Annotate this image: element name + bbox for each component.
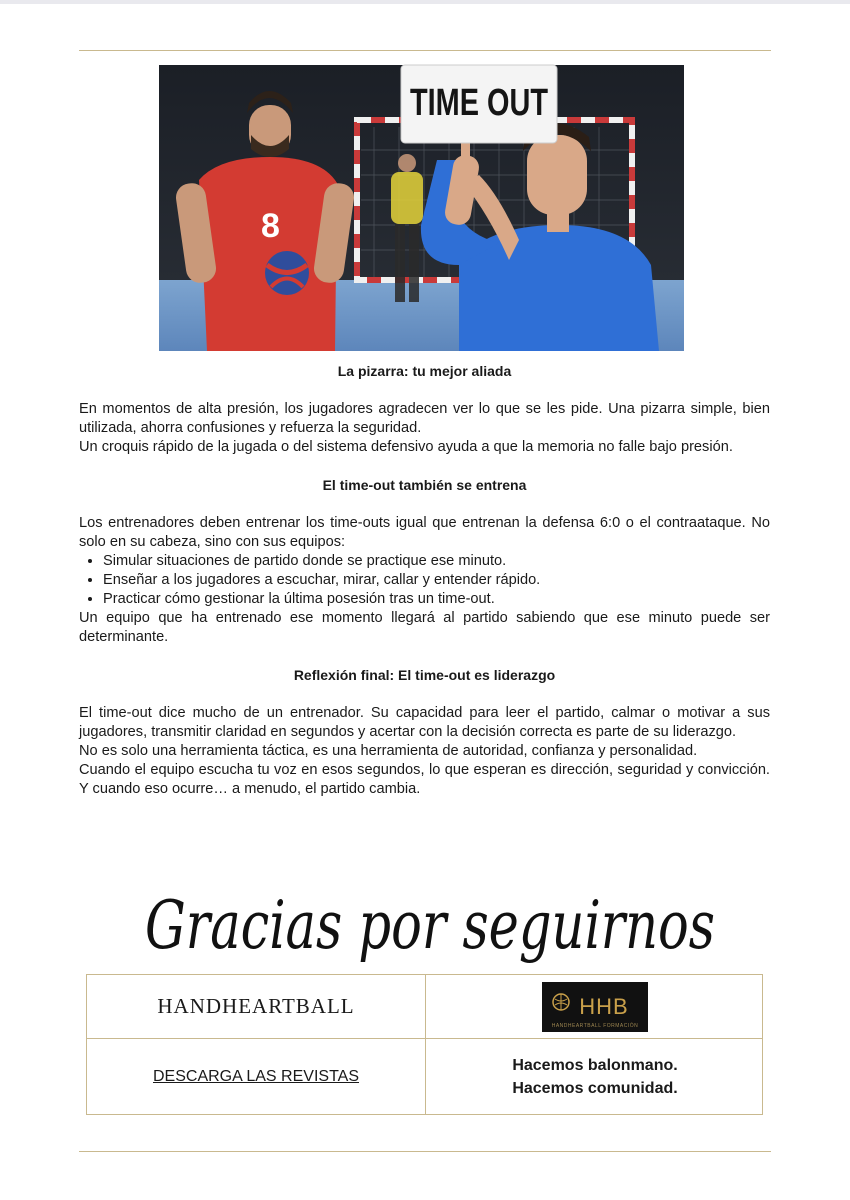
thanks-script-title — [130, 850, 730, 990]
brand-name: HANDHEARTBALL — [157, 994, 355, 1018]
photo-illustration — [159, 65, 684, 351]
list-item: • Practicar cómo gestionar la última posesión tras un time-out. — [103, 590, 770, 609]
script-title-text: Gracias por seguirnos — [145, 887, 715, 964]
logo-cell — [426, 975, 764, 1038]
paragraph-reflexion-3: Cuando el equipo escucha tu voz en esos segundos, lo que esperan es dirección, seguridad y convicción. Y cuando eso ocurre… a menudo, el partido cambia. — [79, 762, 770, 797]
logo-subtitle: HANDHEARTBALL FORMACIÓN — [551, 1022, 639, 1029]
logo-text: HHB — [579, 993, 629, 1019]
slogan-line-2: Hacemos comunidad. — [512, 1080, 678, 1097]
slogan-cell — [426, 1039, 764, 1115]
paragraph-reflexion-2: No es solo una herramienta táctica, es una herramienta de autoridad, confianza y personalidad. — [79, 743, 698, 759]
handball-icon — [552, 993, 570, 1011]
download-magazines-link[interactable]: DESCARGA LAS REVISTAS — [153, 1068, 359, 1085]
heading-reflexion: Reflexión final: El time-out es liderazgo — [293, 667, 556, 683]
list-item: • Simular situaciones de partido donde se practique ese minuto. — [103, 552, 770, 571]
hhb-logo — [542, 982, 648, 1032]
paragraph-pizarra-2: Un croquis rápido de la jugada o del sistema defensivo ayuda a que la memoria no falle bajo presión. — [79, 439, 733, 455]
paragraph-entrena-2: Un equipo que ha entrenado ese momento llegará al partido sabiendo que ese minuto puede ser determinante. — [79, 610, 770, 645]
article-body — [79, 362, 770, 799]
sign-text: TIME OUT — [410, 82, 548, 124]
brand-cell — [87, 975, 425, 1038]
paragraph-reflexion-1: El time-out dice mucho de un entrenador. Su capacidad para leer el partido, calmar o motivar a sus jugadores, transmitir claridad en segundos y acertar con la decisión correcta es parte de su liderazgo. — [79, 705, 770, 740]
list-item: • Enseñar a los jugadores a escuchar, mirar, callar y entender rápido. — [103, 571, 770, 590]
time-out-photo — [159, 65, 684, 351]
heading-entrena: El time-out también se entrena — [322, 477, 527, 493]
paragraph-entrena-1: Los entrenadores deben entrenar los time-outs igual que entrenan la defensa 6:0 o el contraataque. No solo en su cabeza, sino con sus equipos: — [79, 515, 770, 550]
heading-pizarra: La pizarra: tu mejor aliada — [337, 363, 512, 379]
time-out-sign — [401, 65, 557, 143]
player-number: 8 — [261, 207, 280, 245]
bottom-divider — [79, 1151, 771, 1152]
slogan-line-1: Hacemos balonmano. — [512, 1057, 678, 1074]
download-cell — [87, 1039, 425, 1115]
top-strip — [0, 0, 850, 4]
top-divider — [79, 50, 771, 51]
footer-table — [86, 974, 763, 1115]
paragraph-pizarra-1: En momentos de alta presión, los jugadores agradecen ver lo que se les pide. Una pizarra simple, bien utilizada, ahorra confusiones y refuerza la seguridad. — [79, 401, 770, 436]
bullet-list — [79, 552, 770, 609]
